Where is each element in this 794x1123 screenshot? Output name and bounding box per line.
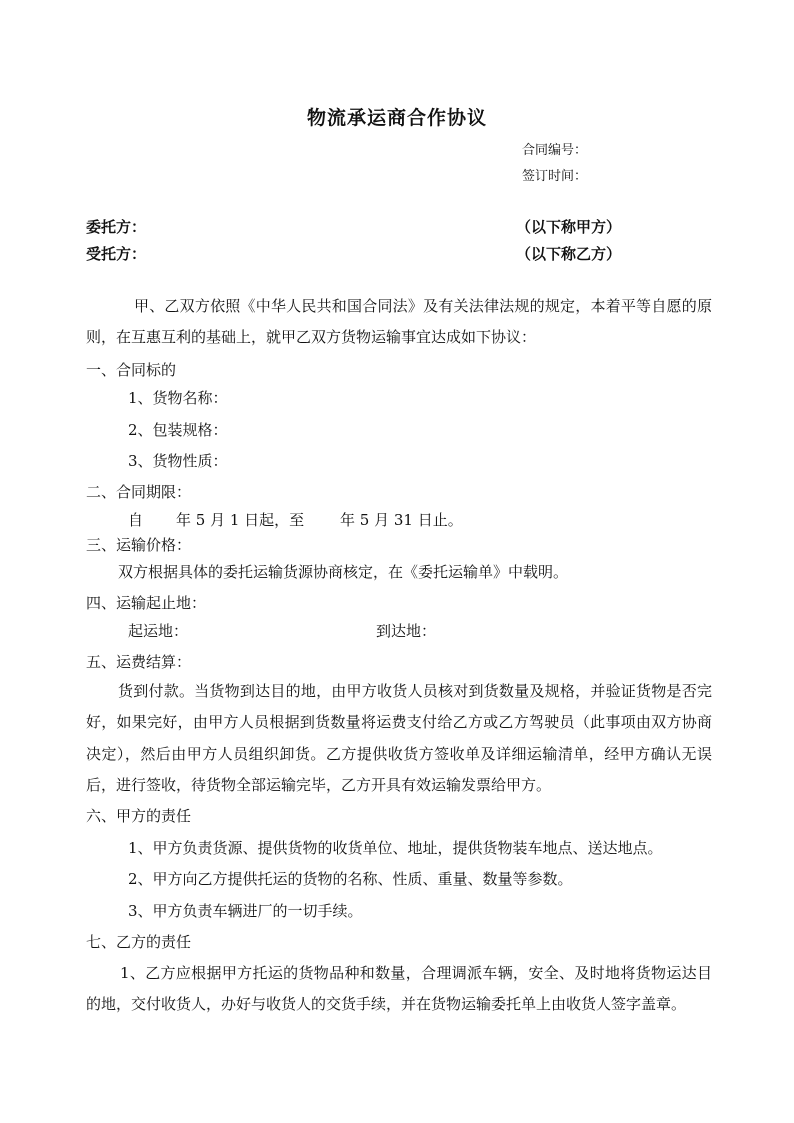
term-start-date: 年 5 月 1 日起，至 xyxy=(176,511,305,529)
destination-label: 到达地： xyxy=(376,622,437,640)
intro-paragraph: 甲、乙双方依照《中华人民共和国合同法》及有关法律法规的规定，本着平等自愿的原则，在互惠互利的基础上，就甲乙双方货物运输事宜达成如下协议： xyxy=(86,297,712,347)
section-7-item: 1、乙方应根据甲方托运的货物品种和数量，合理调派车辆，安全、及时地将货物运达目的地，交付收货人，办好与收货人的交货手续，并在货物运输委托单上由收货人签字盖章。 xyxy=(86,964,712,1014)
term-from: 自 xyxy=(128,511,144,529)
party-a-alias: （以下称甲方） xyxy=(516,218,622,236)
section-1-heading: 一、合同标的 xyxy=(86,361,177,379)
sign-time-label: 签订时间： xyxy=(522,169,588,184)
section-6-item: 2、甲方向乙方提供托运的货物的名称、性质、重量、数量等参数。 xyxy=(128,870,573,888)
origin-label: 起运地： xyxy=(128,622,189,640)
contract-number-label: 合同编号： xyxy=(522,143,588,158)
section-3-heading: 三、运输价格： xyxy=(86,536,192,554)
party-b-label: 受托方： xyxy=(86,245,147,263)
document-title: 物流承运商合作协议 xyxy=(306,107,487,129)
section-6-item: 3、甲方负责车辆进厂的一切手续。 xyxy=(128,902,363,920)
section-6-item: 1、甲方负责货源、提供货物的收货单位、地址，提供货物装车地点、送达地点。 xyxy=(128,839,663,857)
section-1-item: 2、包装规格： xyxy=(128,421,228,439)
section-6-heading: 六、甲方的责任 xyxy=(86,807,192,825)
section-4-heading: 四、运输起止地： xyxy=(86,594,207,612)
section-1-item: 1、货物名称： xyxy=(128,389,228,407)
party-a-label: 委托方： xyxy=(86,218,147,236)
section-5-text: 货到付款。当货物到达目的地，由甲方收货人员核对到货数量及规格，并验证货物是否完好，如果完好，由甲方人员根据到货数量将运费支付给乙方或乙方驾驶员（此事项由双方协商决定），然后由甲方人员组织卸货。乙方提供收货方签收单及详细运输清单，经甲方确认无误后，进行签收，待货物全部运输完毕，乙方开具有效运输发票给甲方。 xyxy=(86,682,712,794)
section-3-text: 双方根据具体的委托运输货源协商核定，在《委托运输单》中载明。 xyxy=(118,563,569,581)
section-2-heading: 二、合同期限： xyxy=(86,483,192,501)
party-b-alias: （以下称乙方） xyxy=(516,245,622,263)
section-5-heading: 五、运费结算： xyxy=(86,653,192,671)
section-1-item: 3、货物性质： xyxy=(128,452,228,470)
section-7-heading: 七、乙方的责任 xyxy=(86,933,192,951)
term-end-date: 年 5 月 31 日止。 xyxy=(340,511,463,529)
